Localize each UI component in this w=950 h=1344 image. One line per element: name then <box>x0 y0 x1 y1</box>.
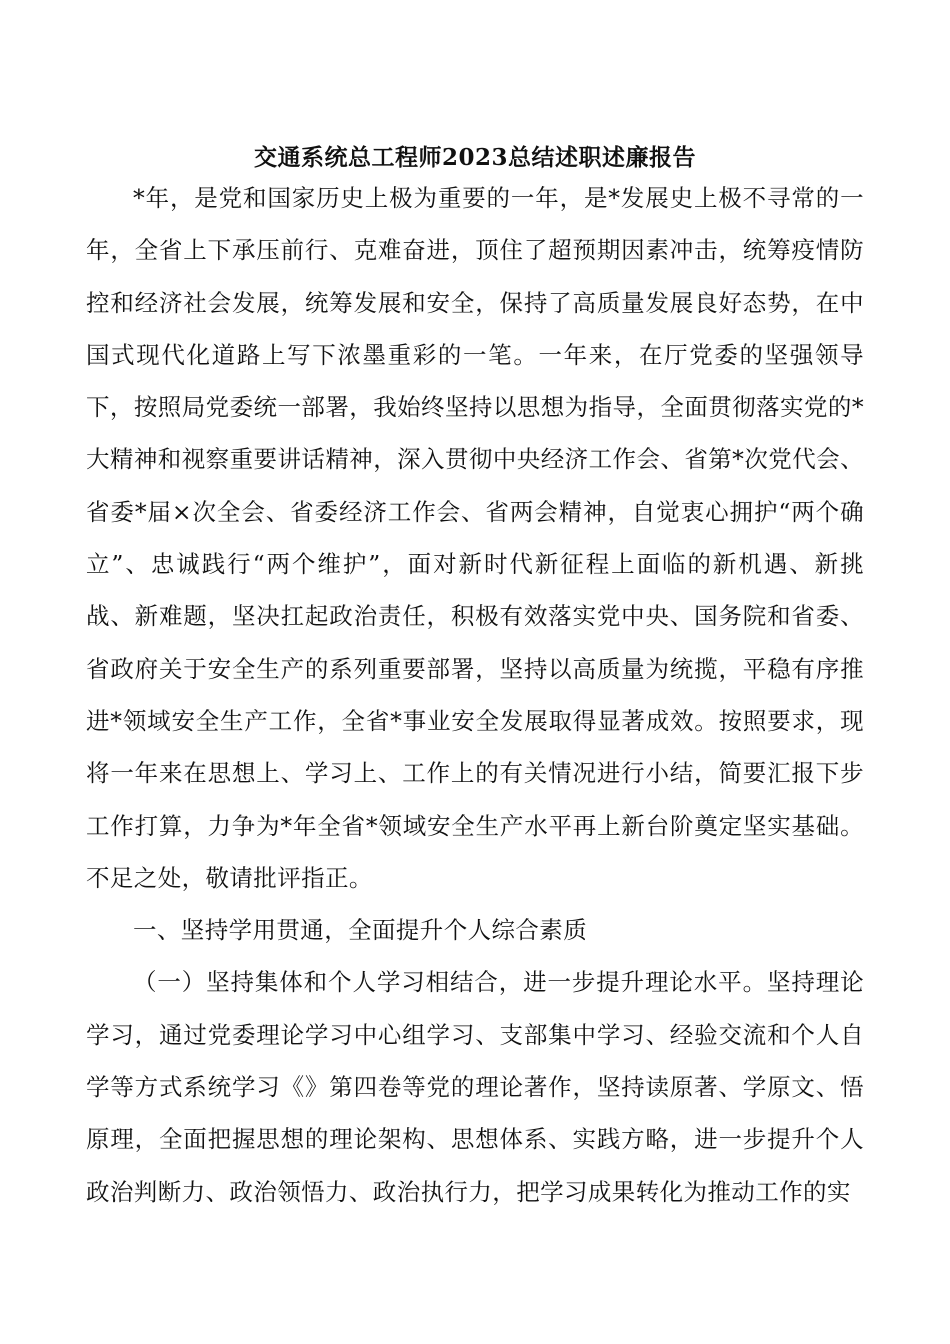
paragraph-section-1-1: （一）坚持集体和个人学习相结合，进一步提升理论水平。坚持理论学习，通过党委理论学习中心组学习、支部集中学习、经验交流和个人自学等方式系统学习《》第四卷等党的理论著作，坚持读原著、学原文、悟原理，全面把握思想的理论架构、思想体系、实践方略，进一步提升个人政治判断力、政治领悟力、政治执行力，把学习成果转化为推动工作的实 <box>86 968 864 1206</box>
section-heading-1: 一、坚持学用贯通，全面提升个人综合素质 <box>133 916 588 945</box>
document-title: 交通系统总工程师2023总结述职述廉报告 <box>253 144 696 171</box>
paragraph-intro: *年，是党和国家历史上极为重要的一年，是*发展史上极不寻常的一年，全省上下承压前行、克难奋进，顶住了超预期因素冲击，统筹疫情防控和经济社会发展，统筹发展和安全，保持了高质量发展良好态势，在中国式现代化道路上写下浓墨重彩的一笔。一年来，在厅党委的坚强领导下，按照局党委统一部署，我始终坚持以思想为指导，全面贯彻落实党的*大精神和视察重要讲话精神，深入贯彻中央经济工作会、省第*次党代会、省委*届×次全会、省委经济工作会、省两会精神，自觉衷心拥护“两个确立”、忠诚践行“两个维护”，面对新时代新征程上面临的新机遇、新挑战、新难题，坚决扛起政治责任，积极有效落实党中央、国务院和省委、省政府关于安全生产的系列重要部署，坚持以高质量为统揽，平稳有序推进*领域安全生产工作，全省*事业安全发展取得显著成效。按照要求，现将一年来在思想上、学习上、工作上的有关情况进行小结，简要汇报下步工作打算，力争为*年全省*领域安全生产水平再上新台阶奠定坚实基础。不足之处，敬请批评指正。 <box>86 184 864 892</box>
document-body <box>86 172 864 1218</box>
